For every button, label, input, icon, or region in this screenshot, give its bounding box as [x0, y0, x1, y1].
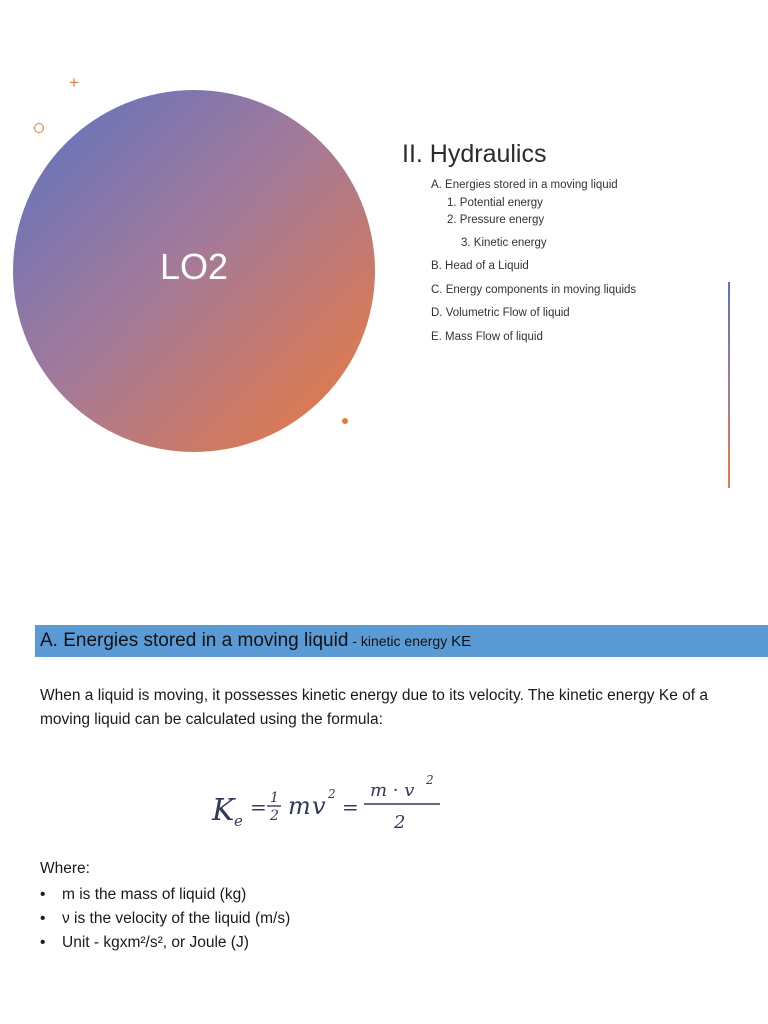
formula-eq1: = — [250, 795, 267, 819]
formula-eq2: = — [342, 795, 359, 819]
section-heading-main: A. Energies stored in a moving liquid — [40, 630, 349, 651]
accent-vertical-line — [728, 282, 730, 488]
toc-item-e: E. Mass Flow of liquid — [431, 331, 543, 343]
circle-label: LO2 — [159, 246, 229, 287]
bullet-symbol: ν — [62, 910, 70, 927]
section-heading-symbol: KE — [451, 633, 472, 650]
toc-item-a3: 3. Kinetic energy — [461, 237, 547, 249]
formula-half-den: 2 — [270, 808, 279, 824]
toc-item-a: A. Energies stored in a moving liquid — [431, 179, 618, 191]
ring-decoration-icon — [34, 123, 44, 133]
section-heading — [40, 630, 471, 652]
formula-half-num: 1 — [270, 790, 279, 806]
intro-text-1: When a liquid is moving, it possesses kinetic energy due to its velocity. The kinetic energy — [40, 687, 659, 704]
formula-v-squared: 2 — [328, 787, 336, 801]
bullet-text: Unit - kgxm²/s², or Joule (J) — [62, 934, 249, 951]
list-item — [40, 907, 290, 931]
formula-lhs: K — [212, 793, 235, 828]
toc-item-a2: 2. Pressure energy — [447, 214, 545, 226]
formula-numerator-squared: 2 — [426, 773, 434, 787]
where-label: Where: — [40, 860, 90, 877]
formula-v: v — [312, 792, 326, 820]
toc-item-a1: 1. Potential energy — [447, 197, 543, 209]
toc-item-b: B. Head of a Liquid — [431, 260, 529, 272]
intro-text-2: of a moving liquid can be calculated using the formula: — [40, 687, 709, 728]
formula-m: m — [288, 792, 311, 820]
dot-decoration-icon — [342, 418, 348, 424]
formula-denominator: 2 — [394, 812, 406, 833]
slide-title: II. Hydraulics — [402, 140, 547, 168]
section-heading-sub: - kinetic energy — [348, 633, 452, 649]
list-item — [40, 931, 290, 955]
ke-symbol: Ke — [658, 687, 678, 704]
toc-item-d: D. Volumetric Flow of liquid — [431, 307, 570, 319]
bullet-symbol: m — [62, 886, 75, 903]
kinetic-energy-formula — [200, 762, 460, 842]
definition-list — [40, 883, 290, 955]
formula-numerator: m · v — [370, 780, 415, 801]
bullet-text: is the velocity of the liquid (m/s) — [69, 910, 291, 927]
intro-paragraph — [40, 684, 730, 732]
toc-item-c: C. Energy components in moving liquids — [431, 284, 637, 296]
bullet-text: is the mass of liquid (kg) — [74, 886, 247, 903]
plus-decoration-icon: + — [69, 73, 79, 92]
list-item — [40, 883, 290, 907]
formula-lhs-sub: e — [234, 812, 243, 830]
